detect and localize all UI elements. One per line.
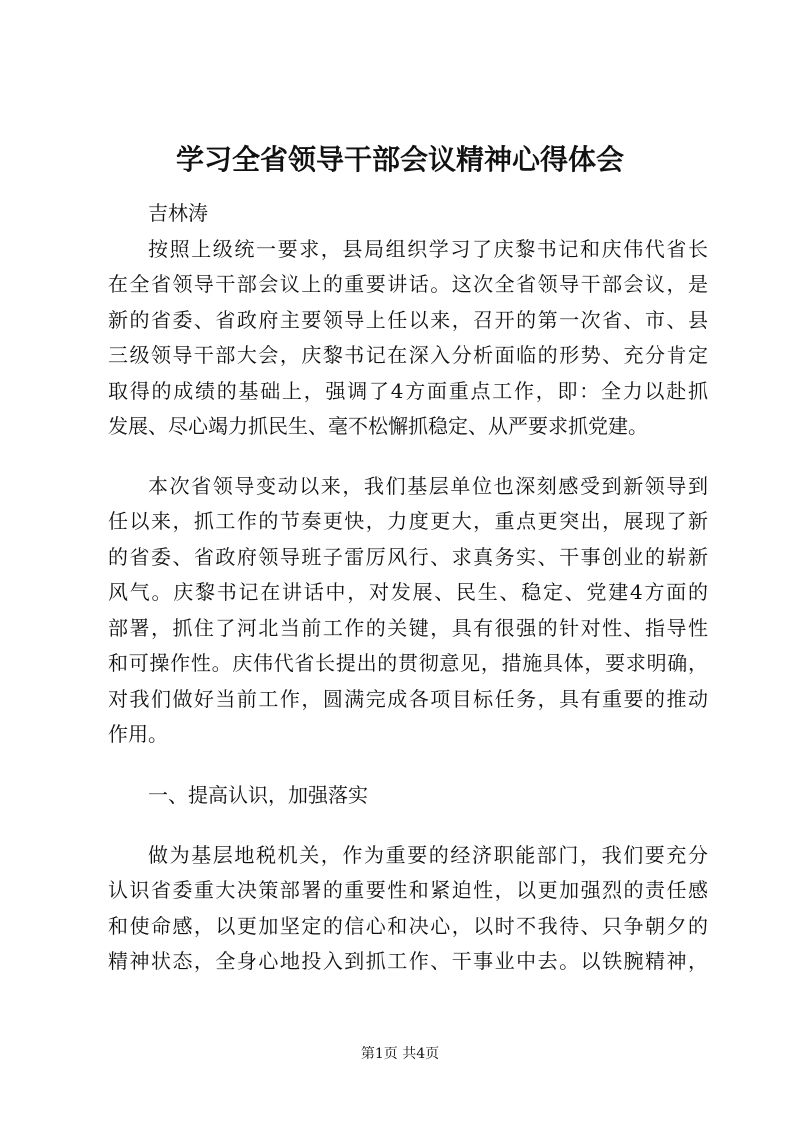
paragraph-3-line-1: 做为基层地税机关，作为重要的经济职能部门，我们要充分 — [148, 843, 708, 867]
paragraph-1-line-2: 在全省领导干部会议上的重要讲话。这次全省领导干部会议，是 — [108, 272, 708, 296]
paragraph-3-line-3: 和使命感，以更加坚定的信心和决心，以时不我待、只争朝夕的 — [108, 914, 708, 938]
paragraph-2-line-4: 风气。庆黎书记在讲话中，对发展、民生、稳定、党建4方面的 — [108, 580, 708, 604]
paragraph-2-line-2: 任以来，抓工作的节奏更快，力度更大，重点更突出，展现了新 — [108, 509, 708, 533]
paragraph-3-line-2: 认识省委重大决策部署的重要性和紧迫性，以更加强烈的责任感 — [108, 878, 708, 902]
paragraph-3-line-4: 精神状态，全身心地投入到抓工作、干事业中去。以铁腕精神， — [108, 949, 708, 973]
paragraph-2-line-5: 部署，抓住了河北当前工作的关键，具有很强的针对性、指导性 — [108, 616, 708, 640]
paragraph-1-line-6: 发展、尽心竭力抓民生、毫不松懈抓稳定、从严要求抓党建。 — [108, 414, 648, 438]
section-heading-1: 一、提高认识，加强落实 — [148, 783, 368, 807]
paragraph-2-line-7: 对我们做好当前工作，圆满完成各项目标任务，具有重要的推动 — [108, 687, 708, 711]
paragraph-2-line-6: 和可操作性。庆伟代省长提出的贯彻意见，措施具体，要求明确， — [108, 651, 708, 675]
paragraph-1-line-5: 取得的成绩的基础上，强调了4方面重点工作，即：全力以赴抓 — [108, 379, 708, 403]
paragraph-1-line-3: 新的省委、省政府主要领导上任以来，召开的第一次省、市、县 — [108, 308, 708, 332]
author-line: 吉林涛 — [148, 201, 208, 225]
paragraph-2-line-8: 作用。 — [108, 722, 168, 746]
paragraph-1-line-1: 按照上级统一要求，县局组织学习了庆黎书记和庆伟代省长 — [148, 237, 708, 261]
page-number-footer: 第1页 共4页 — [360, 1046, 440, 1062]
paragraph-2-line-1: 本次省领导变动以来，我们基层单位也深刻感受到新领导到 — [148, 474, 708, 498]
paragraph-2-line-3: 的省委、省政府领导班子雷厉风行、求真务实、干事创业的崭新 — [108, 545, 708, 569]
document-title: 学习全省领导干部会议精神心得体会 — [175, 143, 624, 176]
paragraph-1-line-4: 三级领导干部大会，庆黎书记在深入分析面临的形势、充分肯定 — [108, 343, 708, 367]
